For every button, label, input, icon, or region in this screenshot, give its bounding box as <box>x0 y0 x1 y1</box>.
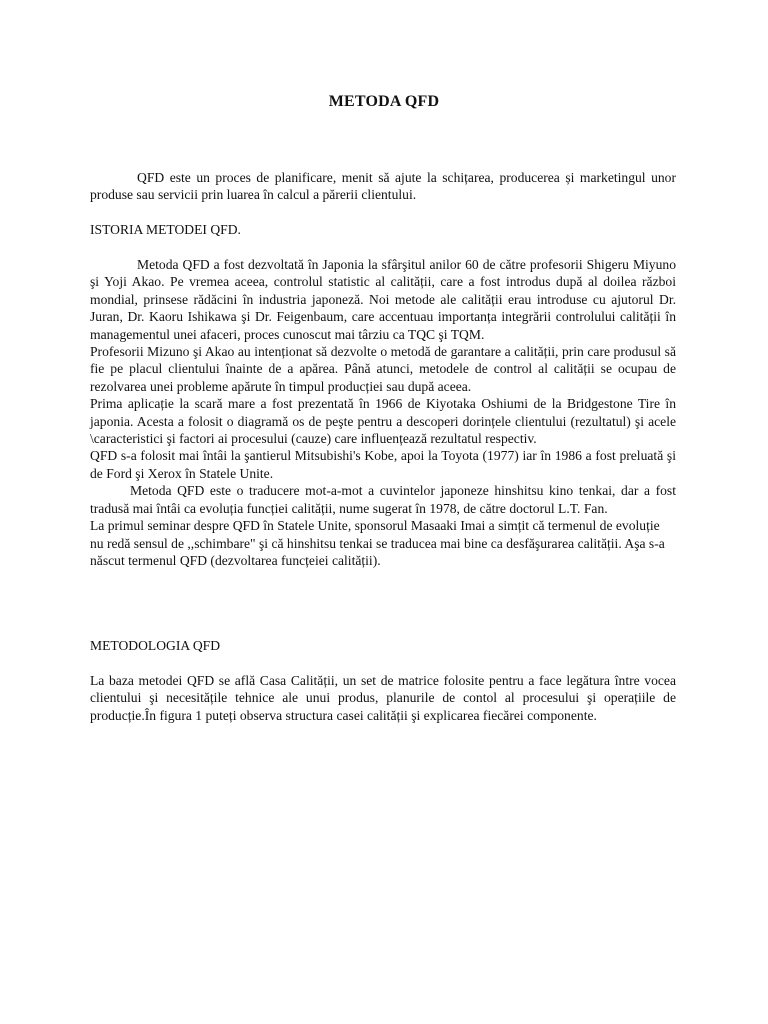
history-paragraph: Metoda QFD a fost dezvoltată în Japonia la sfârşitul anilor 60 de către profesorii Shigeru Miyuno şi Yoji Akao. Pe vremea aceea, controlul statistic al calității, care a fost introdus după al doilea război mondial, prinsese rădăcini în industria japoneză. Noi metode ale calității erau introduse cu ajutorul Dr. Juran, Dr. Kaoru Ishikawa şi Dr. Feigenbaum, care accentuau importanța integrării controlului calității în managementul unei afaceri, proces cunoscut mai târziu ca TQC şi TQM. <box>90 257 676 342</box>
methodology-paragraph: La baza metodei QFD se află Casa Calității, un set de matrice folosite pentru a face legătura între vocea clientului şi necesitățile tehnice ale unui produs, planurile de contol al procesului şi operațiile de producție.În figura 1 puteți observa structura casei calității şi explicarea fiecărei componente. <box>90 673 676 723</box>
section1-body <box>90 256 676 569</box>
history-paragraph: QFD s-a folosit mai întâi la şantierul Mitsubishi's Kobe, apoi la Toyota (1977) iar în 1986 a fost preluată şi de Ford şi Xerox în Statele Unite. <box>90 448 676 481</box>
intro-block <box>90 169 676 204</box>
history-paragraph: Prima aplicație la scară mare a fost prezentată în 1966 de Kiyotaka Oshiumi de la Bridgestone Tire în japonia. Acesta a folosit o diagramă os de peşte pentru a descoperi dorințele clientului (rezultatul) şi acele \caracteristici şi factori ai procesului (cauze) care influențează rezultatul respectiv. <box>90 396 676 447</box>
history-paragraph: La primul seminar despre QFD în Statele Unite, sponsorul Masaaki Imai a simțit că termenul de evoluție nu redă sensul de ,,schimbare" şi că hinshitsu tenkai se traducea mai bine ca desfăşurarea calității. Aşa s-a născut termenul QFD (dezvoltarea funcțeiei calității). <box>90 518 665 568</box>
section-heading-metodologia: METODOLOGIA QFD <box>90 638 221 653</box>
document-title: METODA QFD <box>328 93 440 110</box>
intro-paragraph: QFD este un proces de planificare, menit să ajute la schițarea, producerea și marketingul unor produse sau servicii prin luarea în calcul a părerii clientului. <box>90 170 676 203</box>
history-paragraph: Metoda QFD este o traducere mot-a-mot a cuvintelor japoneze hinshitsu kino tenkai, dar a fost tradusă mai întâi ca evoluția funcției calității, nume sugerat în 1978, de către doctorul L.T. Fan. <box>90 483 676 516</box>
section-heading-istoria: ISTORIA METODEI QFD. <box>90 222 241 237</box>
history-paragraph: Profesorii Mizuno şi Akao au intenționat să dezvolte o metodă de garantare a calității, prin care produsul să fie pe placul clientului înainte de a apărea. Până atunci, metodele de control al calității se ocupau de rezolvarea unei probleme apărute în timpul producției sau după aceea. <box>90 344 676 394</box>
section2-body <box>90 672 676 724</box>
